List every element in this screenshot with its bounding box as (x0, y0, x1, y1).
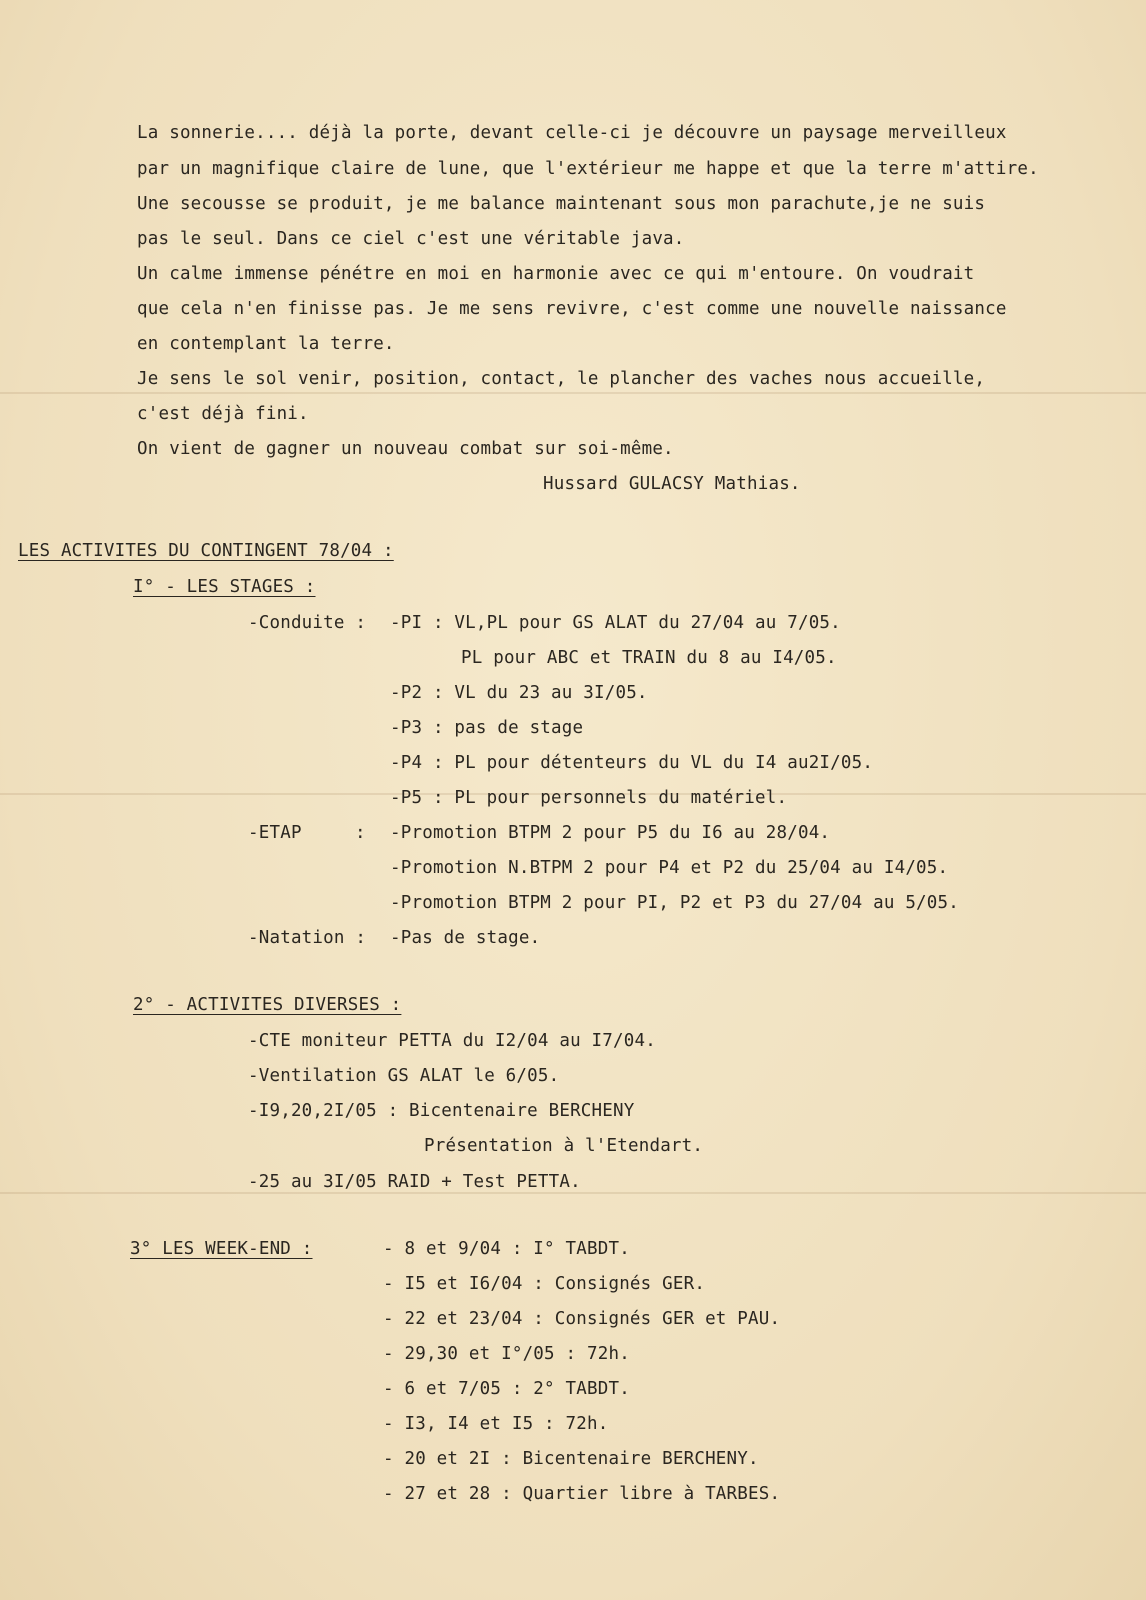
diverses-item: -Ventilation GS ALAT le 6/05. (248, 1066, 560, 1086)
diverses-heading: 2° - ACTIVITES DIVERSES : (133, 995, 402, 1015)
weekend-item: - 6 et 7/05 : 2° TABDT. (383, 1379, 630, 1399)
diverses-item: -I9,20,2I/05 : Bicentenaire BERCHENY (248, 1101, 635, 1121)
activities-heading: LES ACTIVITES DU CONTINGENT 78/04 : (18, 541, 394, 561)
stage-item: PL pour ABC et TRAIN du 8 au I4/05. (461, 648, 837, 668)
weekend-item: - 22 et 23/04 : Consignés GER et PAU. (383, 1309, 781, 1329)
etap-label: -ETAP (248, 823, 302, 843)
narrative-line: Je sens le sol venir, position, contact, le plancher des vaches nous accueille, (137, 369, 986, 389)
weekend-item: - I3, I4 et I5 : 72h. (383, 1414, 609, 1434)
weekend-item: - 27 et 28 : Quartier libre à TARBES. (383, 1484, 781, 1504)
narrative-line: par un magnifique claire de lune, que l'extérieur me happe et que la terre m'attire. (137, 159, 1039, 179)
narrative-line: pas le seul. Dans ce ciel c'est une véritable java. (137, 229, 685, 249)
stage-item: -P2 : VL du 23 au 3I/05. (390, 683, 648, 703)
narrative-line: Un calme immense pénétre en moi en harmonie avec ce qui m'entoure. On voudrait (137, 264, 975, 284)
stage-item: -Promotion N.BTPM 2 pour P4 et P2 du 25/04 au I4/05. (390, 858, 949, 878)
stage-item: -Promotion BTPM 2 pour P5 du I6 au 28/04. (390, 823, 831, 843)
narrative-line: La sonnerie.... déjà la porte, devant celle-ci je découvre un paysage merveilleux (137, 123, 1007, 143)
stage-item: -P3 : pas de stage (390, 718, 584, 738)
diverses-item: Présentation à l'Etendart. (424, 1136, 704, 1156)
stage-item: -P5 : PL pour personnels du matériel. (390, 788, 788, 808)
weekend-item: - 8 et 9/04 : I° TABDT. (383, 1239, 630, 1259)
conduite-label: -Conduite : (248, 613, 367, 633)
diverses-item: -CTE moniteur PETTA du I2/04 au I7/04. (248, 1031, 656, 1051)
stage-item: -PI : VL,PL pour GS ALAT du 27/04 au 7/05. (390, 613, 841, 633)
narrative-line: c'est déjà fini. (137, 404, 309, 424)
narrative-line: On vient de gagner un nouveau combat sur soi-même. (137, 439, 674, 459)
natation-label: -Natation : (248, 928, 367, 948)
weekend-item: - 29,30 et I°/05 : 72h. (383, 1344, 630, 1364)
diverses-item: -25 au 3I/05 RAID + Test PETTA. (248, 1172, 581, 1192)
narrative-line: en contemplant la terre. (137, 334, 395, 354)
stage-item: -P4 : PL pour détenteurs du VL du I4 au2I/05. (390, 753, 874, 773)
narrative-line: que cela n'en finisse pas. Je me sens revivre, c'est comme une nouvelle naissance (137, 299, 1007, 319)
weekend-heading: 3° LES WEEK-END : (130, 1239, 313, 1259)
stage-item: -Promotion BTPM 2 pour PI, P2 et P3 du 27/04 au 5/05. (390, 893, 960, 913)
weekend-item: - I5 et I6/04 : Consignés GER. (383, 1274, 706, 1294)
weekend-item: - 20 et 2I : Bicentenaire BERCHENY. (383, 1449, 759, 1469)
stages-heading: I° - LES STAGES : (133, 577, 316, 597)
stage-item: -Pas de stage. (390, 928, 541, 948)
signature: Hussard GULACSY Mathias. (543, 474, 801, 494)
narrative-line: Une secousse se produit, je me balance maintenant sous mon parachute,je ne suis (137, 194, 986, 214)
etap-colon: : (355, 823, 366, 843)
